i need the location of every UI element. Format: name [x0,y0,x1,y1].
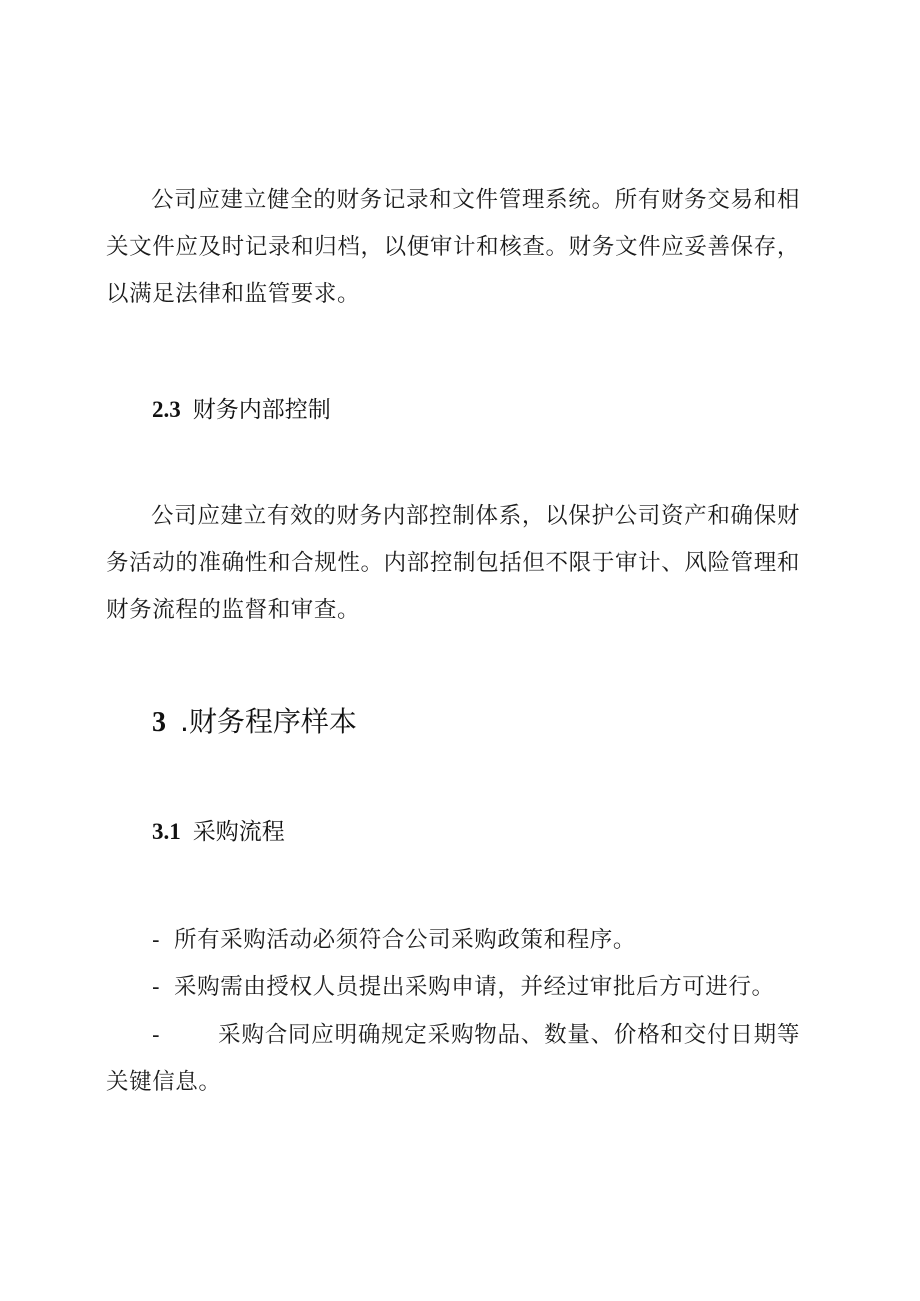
paragraph-internal-control: 公司应建立有效的财务内部控制体系，以保护公司资产和确保财务活动的准确性和合规性。内部控制包括但不限于审计、风险管理和财务流程的监督和审查。 [106,503,800,623]
list-item-text: 采购需由授权人员提出采购申请，并经过审批后方可进行。 [174,974,775,1000]
section-title: 财务内部控制 [192,397,331,423]
list-item-text: 采购合同应明确规定采购物品、数量、价格和交付日期等关键信息。 [106,1022,800,1095]
section-title: .财务程序样本 [180,705,357,738]
section-heading-2-3 [152,395,331,425]
section-number: 3 [152,707,166,738]
section-heading-3 [152,704,357,741]
list-dash: - [152,927,161,953]
list-item [152,925,636,955]
list-dash: - [152,974,161,1000]
paragraph-financial-records: 公司应建立健全的财务记录和文件管理系统。所有财务交易和相关文件应及时记录和归档，以便审计和核查。财务文件应妥善保存，以满足法律和监管要求。 [106,187,800,307]
list-item [106,1012,800,1106]
list-item-text: 所有采购活动必须符合公司采购政策和程序。 [174,927,637,953]
list-dash: - [152,1022,161,1048]
section-number: 3.1 [152,819,181,844]
list-item [152,972,775,1002]
section-title: 采购流程 [192,819,285,845]
section-number: 2.3 [152,397,181,422]
section-heading-3-1 [152,817,285,847]
